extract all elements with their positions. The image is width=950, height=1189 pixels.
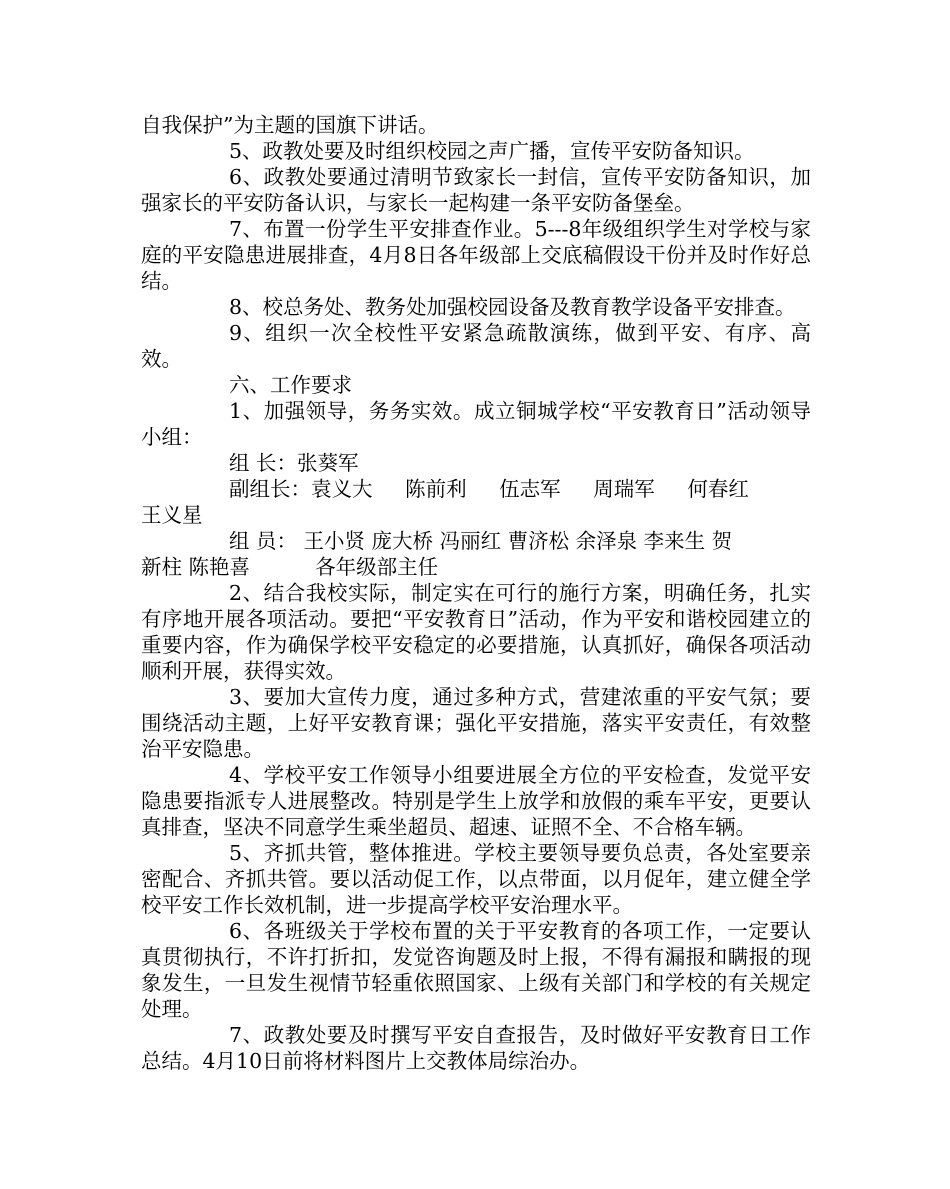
section-heading-work-requirements: 六、工作要求 [229,373,352,397]
paragraph-req-7-report: 7、政教处要及时撰写平安自查报告，及时做好平安教育日工作总结。4月10日前将材料图片上交教体局综治办。 [141,1023,811,1073]
paragraph-deputy-leaders: 副组长：袁义大 陈前利 伍志军 周瑞军 何春红 王义星 [141,477,749,527]
paragraph-item-8-equipment: 8、校总务处、教务处加强校园设备及教育教学设备平安排查。 [229,295,796,319]
paragraph-item-6-parent-letter: 6、政教处要通过清明节致家长一封信，宣传平安防备知识，加强家长的平安防备认识，与家长一起构建一条平安防备堡垒。 [141,165,811,215]
paragraph-speech-topic: 自我保护”为主题的国旗下讲话。 [141,113,439,137]
paragraph-item-5-broadcast: 5、政教处要及时组织校园之声广播，宣传平安防备知识。 [229,139,755,163]
paragraph-req-2-plan: 2、结合我校实际，制定实在可行的施行方案，明确任务，扎实有序地开展各项活动。要把“平安教育日”活动，作为平安和谐校园建立的重要内容，作为确保学校平安稳定的必要措施，认真抓好，确保各项活动顺利开展，获得实效。 [141,581,811,683]
paragraph-req-1-leadership: 1、加强领导，务务实效。成立铜城学校“平安教育日”活动领导小组： [141,399,811,449]
paragraph-req-3-publicity: 3、要加大宣传力度，通过多种方式，营建浓重的平安气氛；要围绕活动主题，上好平安教育课；强化平安措施，落实平安责任，有效整治平安隐患。 [141,685,811,761]
document-page [141,112,811,1074]
paragraph-req-6-classes: 6、各班级关于学校布置的关于平安教育的各项工作，一定要认真贯彻执行，不许打折扣，发觉咨询题及时上报，不得有漏报和瞒报的现象发生，一旦发生视情节轻重依照国家、上级有关部门和学校的有关规定处理。 [141,919,811,1021]
paragraph-item-9-drill: 9、组织一次全校性平安紧急疏散演练，做到平安、有序、高效。 [141,321,811,371]
paragraph-item-7-homework: 7、布置一份学生平安排查作业。5---8年级组织学生对学校与家庭的平安隐患进展排查，4月8日各年级部上交底稿假设干份并及时作好总结。 [141,217,811,293]
paragraph-req-4-inspection: 4、学校平安工作领导小组要进展全方位的平安检查，发觉平安隐患要指派专人进展整改。特别是学生上放学和放假的乘车平安，更要认真排查，坚决不同意学生乘坐超员、超速、证照不全、不合格车辆。 [141,763,811,839]
paragraph-group-leader: 组 长：张葵军 [229,451,359,475]
paragraph-req-5-cooperation: 5、齐抓共管，整体推进。学校主要领导要负总责，各处室要亲密配合、齐抓共管。要以活动促工作，以点带面，以月促年，建立健全学校平安工作长效机制，进一步提高学校平安治理水平。 [141,841,811,917]
paragraph-group-members: 组 员： 王小贤 庞大桥 冯丽红 曹济松 余泽泉 李来生 贺 新柱 陈艳喜 各年级部主任 [141,529,733,579]
